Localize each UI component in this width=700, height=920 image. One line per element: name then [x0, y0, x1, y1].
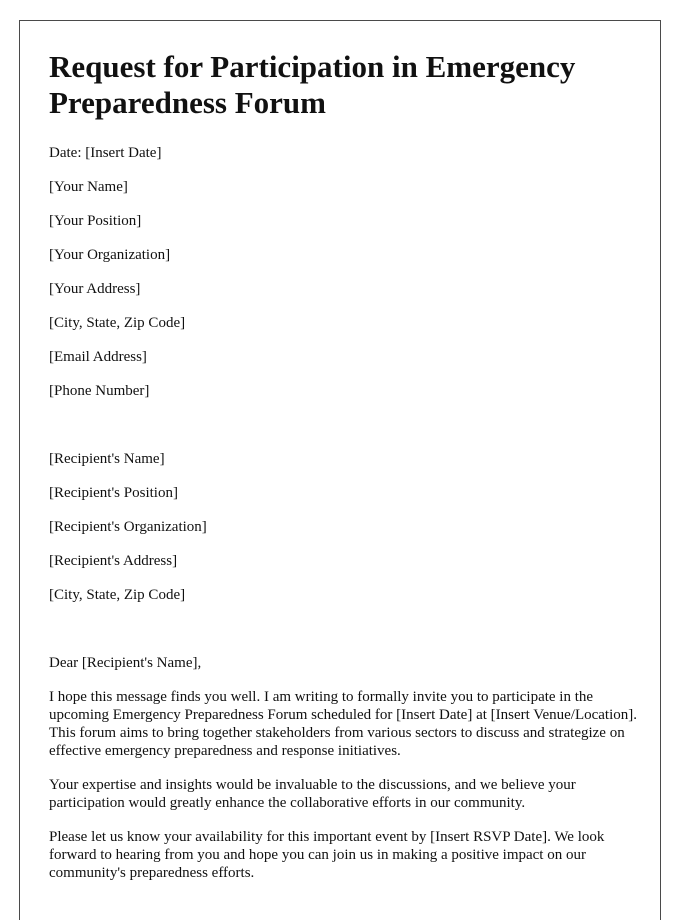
paragraph-rsvp: Please let us know your availability for this important event by [Insert RSVP Date]. We look forward to hearing from you and hope you can join us in making a positive impact on our community's preparedness efforts. [49, 829, 605, 881]
paragraph-expertise: Your expertise and insights would be invaluable to the discussions, and we believe your participation would greatly enhance the collaborative efforts in our community. [49, 777, 576, 811]
sender-date: Date: [Insert Date] [49, 145, 162, 161]
recipient-name: [Recipient's Name] [49, 451, 165, 467]
recipient-position: [Recipient's Position] [49, 485, 178, 501]
sender-organization: [Your Organization] [49, 247, 171, 263]
sender-phone: [Phone Number] [49, 383, 150, 399]
sender-name: [Your Name] [49, 179, 128, 195]
sender-city-state-zip: [City, State, Zip Code] [49, 315, 186, 331]
sender-email: [Email Address] [49, 349, 147, 365]
paragraph-invitation: I hope this message finds you well. I am writing to formally invite you to participate in the upcoming Emergency Preparedness Forum scheduled for [Insert Date] at [Insert Venue/Location]. This forum aims to bring together stakeholders from various sectors to discuss and strategize on effective emergency preparedness and response initiatives. [49, 689, 638, 759]
salutation-gap [49, 620, 631, 654]
address-block-gap [49, 416, 631, 450]
recipient-city-state-zip: [City, State, Zip Code] [49, 587, 186, 603]
recipient-organization: [Recipient's Organization] [49, 519, 207, 535]
sender-position: [Your Position] [49, 213, 142, 229]
letter-title: Request for Participation in Emergency Preparedness Forum [49, 49, 576, 120]
recipient-address: [Recipient's Address] [49, 553, 178, 569]
sender-address: [Your Address] [49, 281, 141, 297]
letter-page [19, 20, 661, 920]
salutation: Dear [Recipient's Name], [49, 655, 202, 671]
